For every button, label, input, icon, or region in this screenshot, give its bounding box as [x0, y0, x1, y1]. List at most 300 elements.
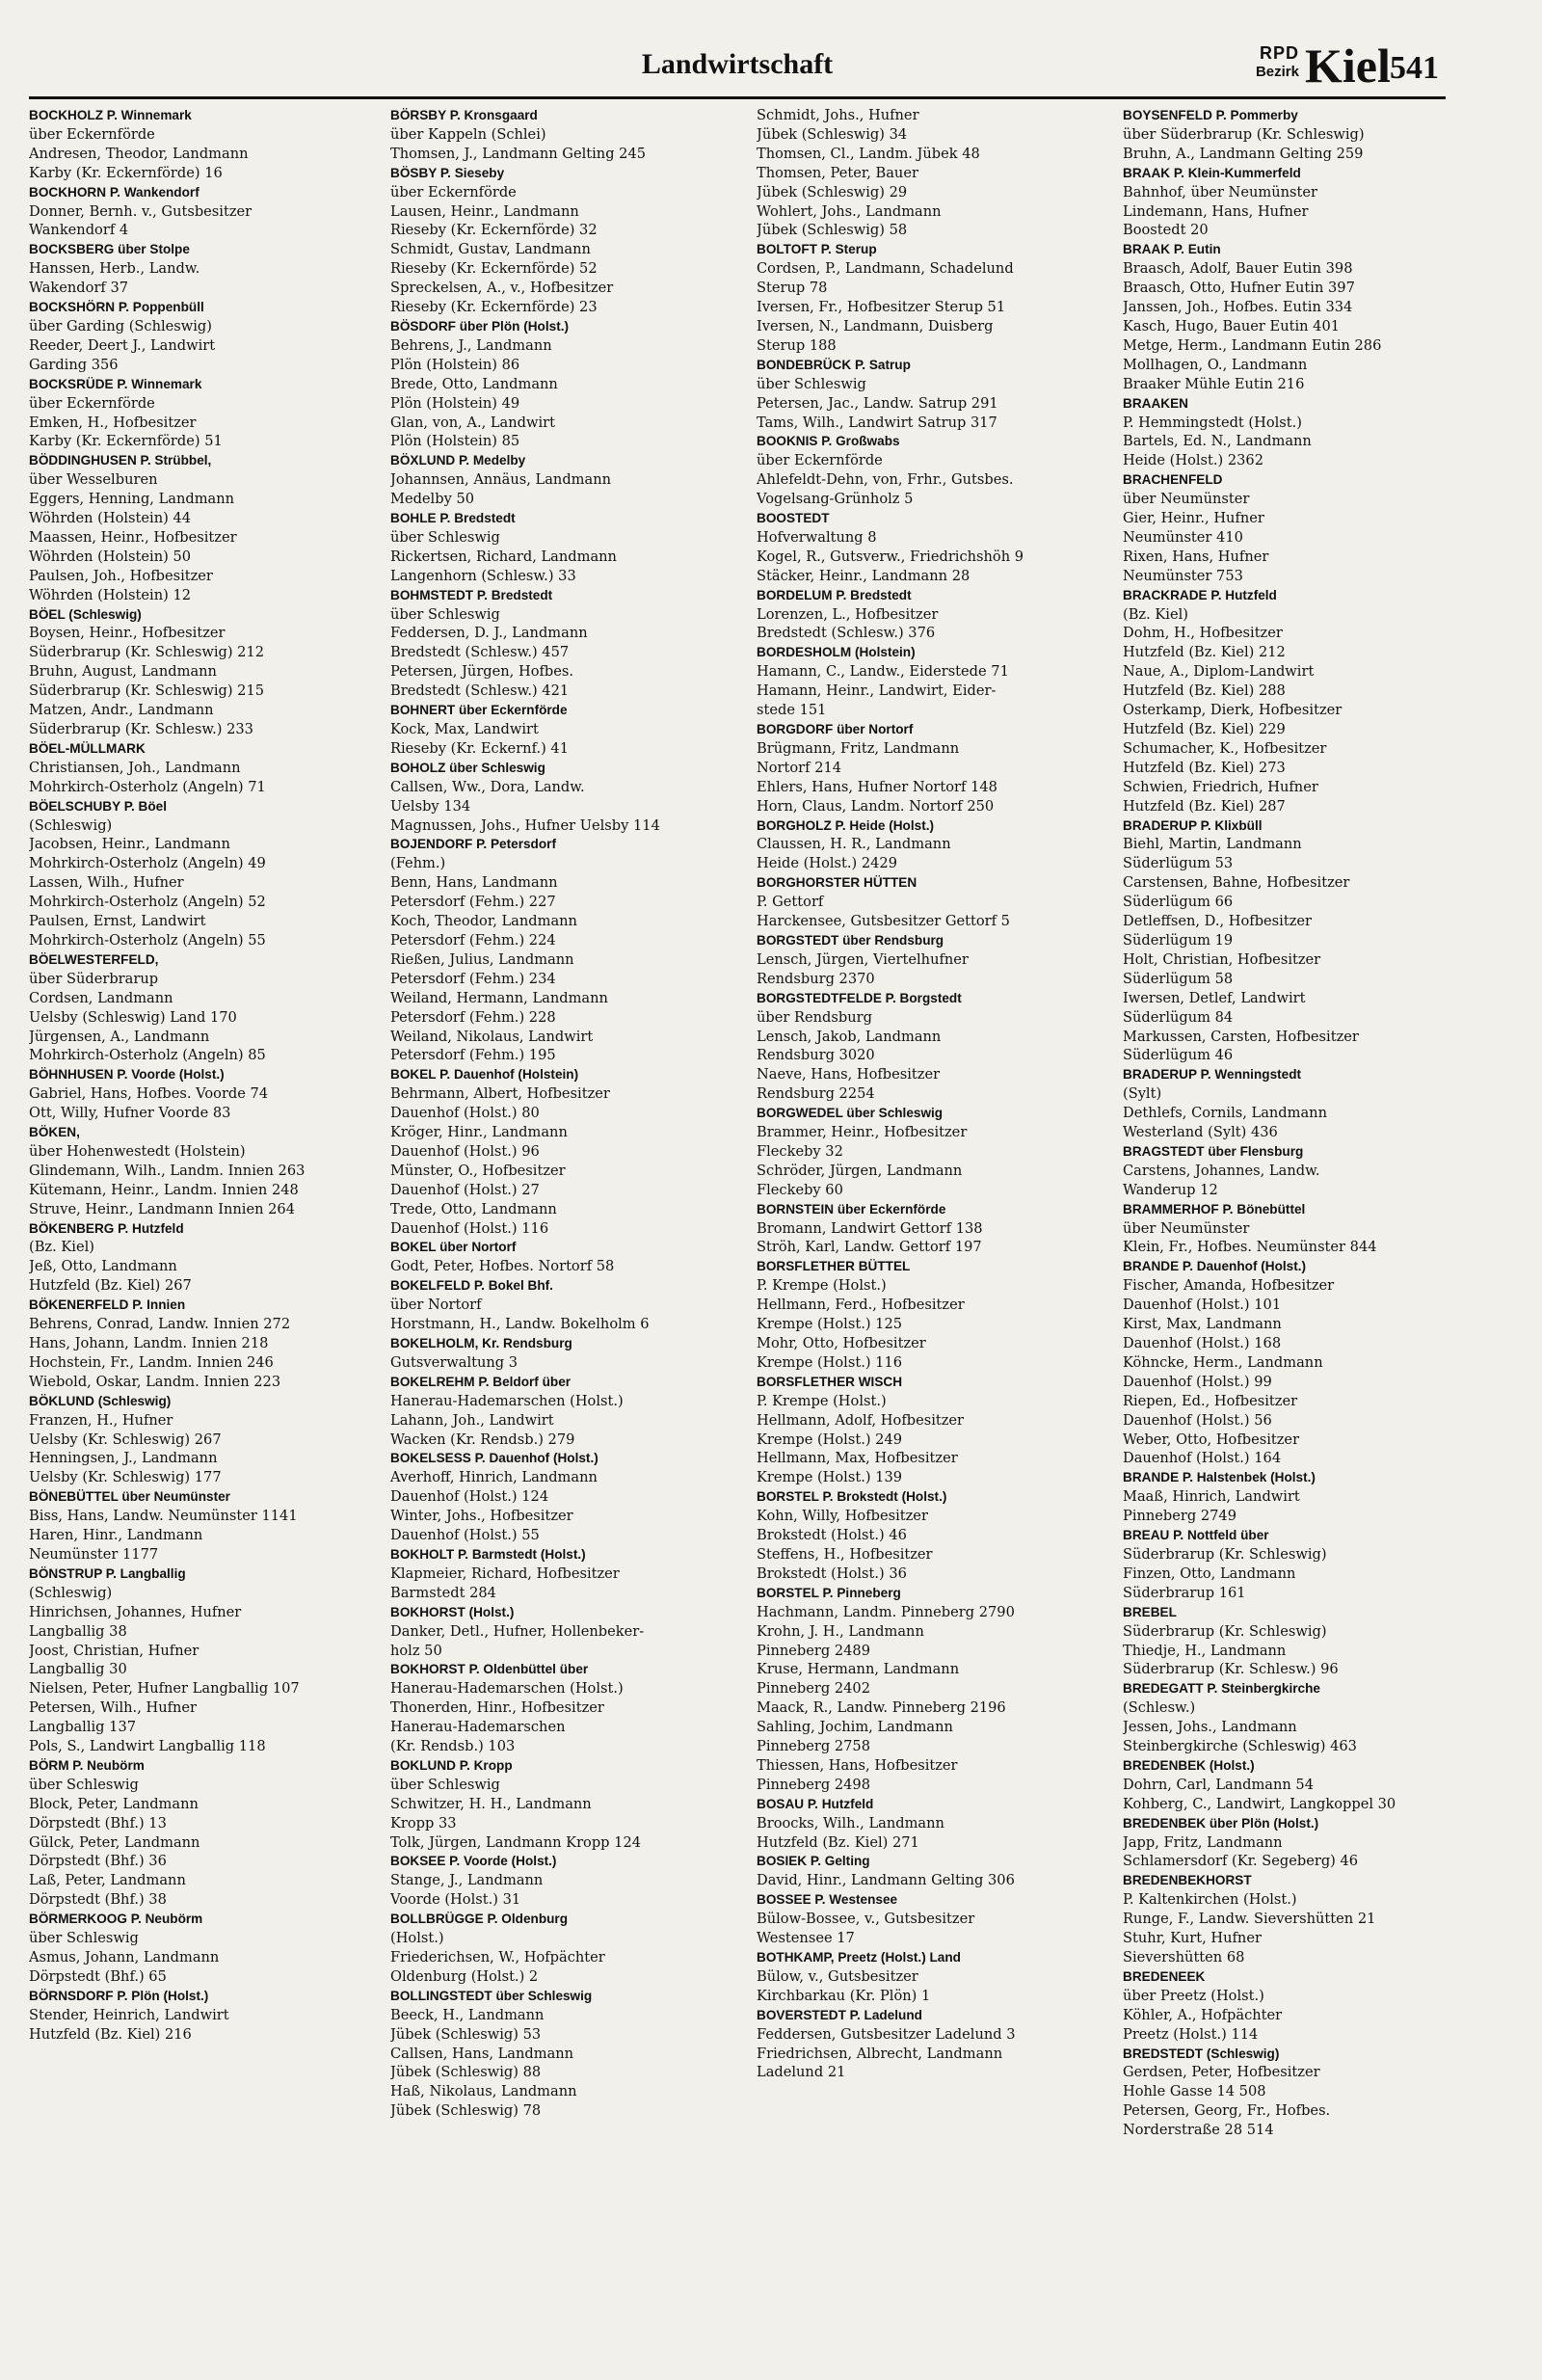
- place-heading: BORGWEDEL über Schleswig: [757, 1106, 944, 1121]
- entry-line: Braasch, Adolf, Bauer Eutin 398: [1123, 260, 1353, 278]
- entry-line: Dauenhof (Holst.) 56: [1123, 1411, 1272, 1429]
- entry-line: Brammer, Heinr., Hofbesitzer: [757, 1124, 968, 1141]
- entry-line: holz 50: [390, 1642, 442, 1659]
- place-heading: BREDENBEK (Holst.): [1123, 1757, 1255, 1773]
- entry-line: Stäcker, Heinr., Landmann 28: [757, 567, 970, 584]
- entry-line: Hutzfeld (Bz. Kiel) 212: [1123, 644, 1286, 661]
- entry-line: Gutsverwaltung 3: [390, 1353, 518, 1371]
- entry-line: Klapmeier, Richard, Hofbesitzer: [390, 1564, 620, 1582]
- entry-line: über Schleswig: [29, 1776, 139, 1793]
- entry-line: Godt, Peter, Hofbes. Nortorf 58: [390, 1258, 615, 1275]
- entry-line: Jübek (Schleswig) 78: [390, 2102, 542, 2120]
- entry-line: Gülck, Peter, Landmann: [29, 1833, 200, 1851]
- column-3: [757, 106, 1105, 2362]
- entry-line: Kütemann, Heinr., Landm. Innien 248: [29, 1181, 299, 1198]
- page-header: [29, 39, 1446, 96]
- place-heading: BÖKEN,: [29, 1125, 80, 1140]
- entry-line: Süderlügum 66: [1123, 894, 1234, 911]
- entry-line: Rieseby (Kr. Eckernförde) 52: [390, 260, 598, 278]
- entry-line: Dörpstedt (Bhf.) 13: [29, 1814, 167, 1832]
- entry-line: über Schleswig: [390, 528, 500, 546]
- entry-line: Brokstedt (Holst.) 36: [757, 1564, 907, 1582]
- entry-line: Wiebold, Oskar, Landm. Innien 223: [29, 1373, 281, 1390]
- bezirk-label: Bezirk: [1255, 64, 1299, 80]
- entry-line: Lorenzen, L., Hofbesitzer: [757, 605, 939, 623]
- entry-line: Behrens, J., Landmann: [390, 336, 552, 354]
- entry-line: Brügmann, Fritz, Landmann: [757, 739, 960, 757]
- entry-line: über Nortorf: [390, 1297, 482, 1314]
- place-heading: BOHLE P. Bredstedt: [390, 511, 516, 526]
- entry-line: Maack, R., Landw. Pinneberg 2196: [757, 1699, 1006, 1717]
- entry-line: Thiessen, Hans, Hofbesitzer: [757, 1756, 958, 1774]
- place-heading: BRAAKEN: [1123, 395, 1188, 411]
- entry-line: Lahann, Joh., Landwirt: [390, 1411, 554, 1429]
- place-heading: BORDELUM P. Bredstedt: [757, 587, 912, 602]
- place-heading: BOHNERT über Eckernförde: [390, 703, 568, 718]
- entry-line: Oldenburg (Holst.) 2: [390, 1967, 539, 1985]
- place-heading: BRAAK P. Eutin: [1123, 242, 1221, 257]
- entry-line: Kasch, Hugo, Bauer Eutin 401: [1123, 317, 1341, 334]
- place-heading: BRAGSTEDT über Flensburg: [1123, 1143, 1304, 1159]
- entry-line: über Süderbrarup: [29, 970, 159, 987]
- entry-line: Langballig 30: [29, 1661, 127, 1678]
- entry-line: Medelby 50: [390, 491, 475, 508]
- place-heading: BOSAU P. Hutzfeld: [757, 1796, 874, 1811]
- place-heading: BÖRMERKOOG P. Neubörm: [29, 1912, 203, 1927]
- entry-line: Pols, S., Landwirt Langballig 118: [29, 1738, 266, 1755]
- entry-line: P. Kaltenkirchen (Holst.): [1123, 1891, 1297, 1909]
- entry-line: über Schleswig: [29, 1930, 139, 1947]
- place-heading: BONDEBRÜCK P. Satrup: [757, 357, 911, 372]
- entry-line: Japp, Fritz, Landmann: [1123, 1833, 1283, 1851]
- entry-line: Hamann, Heinr., Landwirt, Eider-: [757, 682, 997, 700]
- entry-line: Danker, Detl., Hufner, Hollenbeker-: [390, 1622, 645, 1640]
- entry-line: Hamann, C., Landw., Eiderstede 71: [757, 663, 1009, 681]
- entry-line: Preetz (Holst.) 114: [1123, 2025, 1259, 2043]
- entry-line: über Eckernförde: [29, 394, 155, 412]
- entry-line: Benn, Hans, Landmann: [390, 874, 558, 892]
- entry-line: Spreckelsen, A., v., Hofbesitzer: [390, 280, 614, 297]
- entry-line: Dörpstedt (Bhf.) 36: [29, 1853, 167, 1870]
- place-heading: BOOSTEDT: [757, 511, 830, 526]
- entry-line: über Schleswig: [390, 1776, 500, 1793]
- entry-line: Dauenhof (Holst.) 55: [390, 1527, 540, 1544]
- entry-line: Jeß, Otto, Landmann: [29, 1258, 177, 1275]
- place-heading: BÖRM P. Neubörm: [29, 1757, 145, 1773]
- entry-line: Petersdorf (Fehm.) 227: [390, 894, 556, 911]
- entry-line: Pinneberg 2498: [757, 1776, 870, 1793]
- place-heading: BRADERUP P. Wenningstedt: [1123, 1067, 1302, 1083]
- place-heading: BOKELFELD P. Bokel Bhf.: [390, 1278, 553, 1294]
- entry-line: Langballig 38: [29, 1622, 127, 1640]
- entry-line: Hanerau-Hademarschen (Holst.): [390, 1680, 624, 1698]
- entry-line: Süderlügum 84: [1123, 1008, 1234, 1026]
- entry-line: (Bz. Kiel): [29, 1239, 94, 1256]
- entry-line: Hinrichsen, Johannes, Hufner: [29, 1603, 242, 1620]
- entry-line: Dörpstedt (Bhf.) 65: [29, 1967, 167, 1985]
- entry-line: Neumünster 1177: [29, 1545, 159, 1563]
- entry-line: Kogel, R., Gutsverw., Friedrichshöh 9: [757, 548, 1024, 565]
- entry-line: Bruhn, August, Landmann: [29, 663, 217, 681]
- entry-line: Lausen, Heinr., Landmann: [390, 202, 579, 220]
- entry-line: Hellmann, Ferd., Hofbesitzer: [757, 1297, 965, 1314]
- entry-line: Rendsburg 2370: [757, 970, 875, 987]
- entry-line: P. Hemmingstedt (Holst.): [1123, 414, 1302, 431]
- place-heading: BÖSDORF über Plön (Holst.): [390, 318, 570, 334]
- entry-line: Sterup 188: [757, 336, 837, 354]
- entry-line: Fleckeby 32: [757, 1142, 843, 1160]
- entry-line: Ströh, Karl, Landw. Gettorf 197: [757, 1239, 982, 1256]
- place-heading: BORGHORSTER HÜTTEN: [757, 875, 917, 891]
- entry-line: Dauenhof (Holst.) 168: [1123, 1335, 1282, 1351]
- place-heading: BOYSENFELD P. Pommerby: [1123, 108, 1298, 122]
- place-heading: BORGSTEDT über Rendsburg: [757, 932, 944, 948]
- entry-line: Voorde (Holst.) 31: [390, 1891, 521, 1909]
- entry-line: Pinneberg 2758: [757, 1738, 870, 1755]
- entry-line: Süderbrarup (Kr. Schleswig) 212: [29, 644, 265, 661]
- entry-line: Kock, Max, Landwirt: [390, 721, 539, 737]
- entry-line: Lensch, Jakob, Landmann: [757, 1028, 942, 1045]
- entry-line: Nielsen, Peter, Hufner Langballig 107: [29, 1680, 300, 1698]
- entry-line: Stender, Heinrich, Landwirt: [29, 2006, 229, 2023]
- entry-line: Maassen, Heinr., Hofbesitzer: [29, 528, 237, 546]
- place-heading: BÖEL (Schleswig): [29, 606, 142, 622]
- entry-line: Uelsby 134: [390, 797, 471, 815]
- entry-line: Plön (Holstein) 86: [390, 356, 520, 373]
- entry-line: Henningsen, J., Landmann: [29, 1450, 218, 1467]
- entry-line: Tolk, Jürgen, Landmann Kropp 124: [390, 1833, 642, 1851]
- entry-line: Winter, Johs., Hofbesitzer: [390, 1508, 573, 1525]
- entry-line: (Fehm.): [390, 855, 446, 872]
- entry-line: Petersdorf (Fehm.) 195: [390, 1047, 556, 1064]
- entry-line: Rieseby (Kr. Eckernf.) 41: [390, 739, 569, 757]
- entry-line: Ehlers, Hans, Hufner Nortorf 148: [757, 778, 997, 795]
- entry-line: Iversen, N., Landmann, Duisberg: [757, 317, 994, 334]
- entry-line: Mohrkirch-Osterholz (Angeln) 52: [29, 894, 266, 911]
- place-heading: BOLLINGSTEDT über Schleswig: [390, 1988, 593, 2003]
- entry-line: Köhncke, Herm., Landmann: [1123, 1353, 1323, 1371]
- entry-line: Süderbrarup 161: [1123, 1584, 1246, 1601]
- entry-line: Dauenhof (Holst.) 99: [1123, 1373, 1272, 1390]
- place-heading: BORSTEL P. Brokstedt (Holst.): [757, 1489, 947, 1505]
- entry-line: Petersdorf (Fehm.) 228: [390, 1008, 556, 1026]
- entry-line: Süderlügum 58: [1123, 970, 1234, 987]
- place-heading: BOKLUND P. Kropp: [390, 1757, 513, 1773]
- entry-line: Iwersen, Detlef, Landwirt: [1123, 989, 1306, 1006]
- entry-line: Krempe (Holst.) 116: [757, 1353, 903, 1371]
- entry-line: Dauenhof (Holst.) 164: [1123, 1450, 1282, 1467]
- entry-line: Reeder, Deert J., Landwirt: [29, 336, 216, 354]
- entry-line: (Bz. Kiel): [1123, 605, 1188, 623]
- entry-line: Wankendorf 4: [29, 222, 129, 239]
- place-heading: BORSTEL P. Pinneberg: [757, 1585, 901, 1600]
- place-heading: BRAMMERHOF P. Bönebüttel: [1123, 1201, 1306, 1217]
- entry-line: Trede, Otto, Landmann: [390, 1200, 557, 1217]
- entry-line: Thiedje, H., Landmann: [1123, 1642, 1287, 1659]
- entry-line: Uelsby (Kr. Schleswig) 177: [29, 1469, 222, 1486]
- entry-line: Braasch, Otto, Hufner Eutin 397: [1123, 280, 1355, 297]
- entry-line: Schwitzer, H. H., Landmann: [390, 1795, 592, 1812]
- entry-line: Dauenhof (Holst.) 116: [390, 1219, 549, 1237]
- entry-line: Thonerden, Hinr., Hofbesitzer: [390, 1699, 604, 1717]
- entry-line: Weiland, Hermann, Landmann: [390, 989, 608, 1006]
- entry-line: P. Gettorf: [757, 894, 824, 911]
- entry-line: Schmidt, Gustav, Landmann: [390, 241, 591, 258]
- entry-line: Ott, Willy, Hufner Voorde 83: [29, 1105, 231, 1122]
- entry-line: Hutzfeld (Bz. Kiel) 267: [29, 1277, 192, 1295]
- entry-line: Plön (Holstein) 85: [390, 433, 520, 450]
- entry-line: Langenhorn (Schlesw.) 33: [390, 567, 576, 584]
- entry-line: Dauenhof (Holst.) 101: [1123, 1297, 1282, 1314]
- entry-line: über Eckernförde: [29, 125, 155, 143]
- entry-line: Bredstedt (Schlesw.) 421: [390, 682, 570, 700]
- entry-line: Cordsen, Landmann: [29, 989, 173, 1006]
- entry-line: Plön (Holstein) 49: [390, 394, 520, 412]
- entry-line: Wöhrden (Holstein) 12: [29, 586, 192, 603]
- entry-line: Pinneberg 2402: [757, 1680, 870, 1698]
- place-heading: BOSSEE P. Westensee: [757, 1892, 898, 1908]
- entry-line: Hofverwaltung 8: [757, 528, 877, 546]
- entry-line: Hanerau-Hademarschen (Holst.): [390, 1392, 624, 1409]
- place-heading: BÖNEBÜTTEL über Neumünster: [29, 1489, 230, 1505]
- entry-line: Asmus, Johann, Landmann: [29, 1949, 220, 1966]
- city-name: Kiel: [1305, 39, 1391, 93]
- place-heading: BÖKENBERG P. Hutzfeld: [29, 1220, 184, 1236]
- entry-line: Feddersen, D. J., Landmann: [390, 625, 588, 642]
- entry-line: über Preetz (Holst.): [1123, 1987, 1264, 2004]
- entry-line: Neumünster 410: [1123, 528, 1243, 546]
- entry-line: (Schleswig): [29, 816, 113, 834]
- header-rule: [29, 96, 1446, 99]
- entry-line: Biss, Hans, Landw. Neumünster 1141: [29, 1508, 298, 1525]
- entry-line: Sahling, Jochim, Landmann: [757, 1719, 953, 1736]
- place-heading: BREDSTEDT (Schleswig): [1123, 2046, 1280, 2061]
- entry-line: Pinneberg 2489: [757, 1642, 870, 1659]
- entry-line: Donner, Bernh. v., Gutsbesitzer: [29, 202, 253, 220]
- entry-line: Carstensen, Bahne, Hofbesitzer: [1123, 874, 1350, 892]
- entry-line: Karby (Kr. Eckernförde) 16: [29, 164, 223, 181]
- entry-line: Hellmann, Max, Hofbesitzer: [757, 1450, 958, 1467]
- entry-line: Wöhrden (Holstein) 44: [29, 510, 192, 527]
- place-heading: BRADERUP P. Klixbüll: [1123, 817, 1263, 833]
- place-heading: BÖNSTRUP P. Langballig: [29, 1565, 186, 1581]
- entry-line: Kropp 33: [390, 1814, 457, 1832]
- entry-line: Klein, Fr., Hofbes. Neumünster 844: [1123, 1239, 1377, 1256]
- place-heading: BÖSBY P. Sieseby: [390, 165, 505, 180]
- entry-line: Steinbergkirche (Schleswig) 463: [1123, 1738, 1357, 1755]
- entry-line: Karby (Kr. Eckernförde) 51: [29, 433, 223, 450]
- entry-line: Kirst, Max, Landmann: [1123, 1316, 1282, 1333]
- entry-line: Ladelund 21: [757, 2064, 846, 2081]
- entry-line: Kröger, Hinr., Landmann: [390, 1124, 568, 1141]
- entry-line: Sievershütten 68: [1123, 1949, 1245, 1966]
- entry-line: Callsen, Ww., Dora, Landw.: [390, 778, 585, 795]
- entry-line: Friederichsen, W., Hofpächter: [390, 1949, 605, 1966]
- entry-line: Krempe (Holst.) 139: [757, 1469, 903, 1486]
- place-heading: BORGSTEDTFELDE P. Borgstedt: [757, 990, 962, 1005]
- place-heading: BOKELHOLM, Kr. Rendsburg: [390, 1336, 572, 1350]
- place-heading: BREDENEEK: [1123, 1968, 1206, 1984]
- entry-line: Biehl, Martin, Landmann: [1123, 836, 1302, 853]
- place-heading: BORNSTEIN über Eckernförde: [757, 1201, 946, 1217]
- entry-line: Rieseby (Kr. Eckernförde) 23: [390, 299, 598, 316]
- entry-line: Hohle Gasse 14 508: [1123, 2083, 1266, 2100]
- entry-line: Mohrkirch-Osterholz (Angeln) 85: [29, 1047, 266, 1064]
- entry-line: Stange, J., Landmann: [390, 1872, 544, 1889]
- place-heading: BOSIEK P. Gelting: [757, 1854, 870, 1869]
- entry-line: Mohr, Otto, Hofbesitzer: [757, 1335, 926, 1351]
- column-2: [390, 106, 739, 2362]
- entry-line: Hutzfeld (Bz. Kiel) 271: [757, 1833, 919, 1851]
- place-heading: BOLLBRÜGGE P. Oldenburg: [390, 1912, 569, 1927]
- entry-line: Schwien, Friedrich, Hufner: [1123, 778, 1318, 795]
- entry-line: Mohrkirch-Osterholz (Angeln) 55: [29, 931, 266, 949]
- entry-line: Gerdsen, Peter, Hofbesitzer: [1123, 2064, 1320, 2081]
- entry-line: Dauenhof (Holst.) 27: [390, 1181, 540, 1198]
- entry-line: Süderlügum 53: [1123, 855, 1234, 872]
- entry-line: Jübek (Schleswig) 58: [757, 222, 908, 239]
- entry-line: Schmidt, Johs., Hufner: [757, 107, 919, 123]
- place-heading: BOKELSESS P. Dauenhof (Holst.): [390, 1451, 598, 1466]
- entry-line: Feddersen, Gutsbesitzer Ladelund 3: [757, 2025, 1016, 2043]
- entry-line: Westensee 17: [757, 1930, 855, 1947]
- entry-line: Hans, Johann, Landm. Innien 218: [29, 1335, 269, 1351]
- entry-line: Petersdorf (Fehm.) 224: [390, 931, 556, 949]
- entry-line: Schröder, Jürgen, Landmann: [757, 1162, 963, 1179]
- entry-line: über Rendsburg: [757, 1008, 872, 1026]
- column-1: [29, 106, 378, 2362]
- entry-line: Haren, Hinr., Landmann: [29, 1527, 203, 1544]
- place-heading: BOKSEE P. Voorde (Holst.): [390, 1854, 557, 1869]
- entry-line: Rendsburg 2254: [757, 1085, 875, 1103]
- entry-line: über Neumünster: [1123, 491, 1250, 508]
- entry-line: Süderbrarup (Kr. Schleswig): [1123, 1545, 1327, 1563]
- place-heading: BÖRNSDORF P. Plön (Holst.): [29, 1988, 209, 2003]
- entry-line: über Schleswig: [390, 605, 500, 623]
- entry-line: Rendsburg 3020: [757, 1047, 875, 1064]
- place-heading: BOKHOLT P. Barmstedt (Holst.): [390, 1546, 586, 1562]
- entry-line: Kirchbarkau (Kr. Plön) 1: [757, 1987, 931, 2004]
- entry-line: stede 151: [757, 702, 827, 719]
- entry-line: Jübek (Schleswig) 34: [757, 125, 908, 143]
- entry-line: Metge, Herm., Landmann Eutin 286: [1123, 336, 1382, 354]
- entry-line: (Sylt): [1123, 1085, 1162, 1103]
- entry-line: Dauenhof (Holst.) 96: [390, 1142, 540, 1160]
- entry-line: Mohrkirch-Osterholz (Angeln) 71: [29, 778, 266, 795]
- entry-line: Haß, Nikolaus, Landmann: [390, 2083, 577, 2100]
- entry-line: Naue, A., Diplom-Landwirt: [1123, 663, 1315, 681]
- entry-line: Süderbrarup (Kr. Schleswig): [1123, 1622, 1327, 1640]
- place-heading: BRACKRADE P. Hutzfeld: [1123, 587, 1277, 602]
- entry-line: (Holst.): [390, 1930, 444, 1947]
- entry-line: Jacobsen, Heinr., Landmann: [29, 836, 230, 853]
- place-heading: BRAAK P. Klein-Kummerfeld: [1123, 165, 1301, 180]
- entry-line: Fischer, Amanda, Hofbesitzer: [1123, 1277, 1335, 1295]
- entry-line: Jübek (Schleswig) 53: [390, 2025, 542, 2043]
- entry-line: Bredstedt (Schlesw.) 457: [390, 644, 570, 661]
- entry-line: Dethlefs, Cornils, Landmann: [1123, 1105, 1327, 1122]
- place-heading: BOTHKAMP, Preetz (Holst.) Land: [757, 1950, 961, 1965]
- entry-line: Kruse, Hermann, Landmann: [757, 1661, 960, 1678]
- entry-line: Schlamersdorf (Kr. Segeberg) 46: [1123, 1853, 1359, 1870]
- place-heading: BOCKHOLZ P. Winnemark: [29, 108, 192, 122]
- entry-line: Magnussen, Johs., Hufner Uelsby 114: [390, 816, 660, 834]
- entry-line: Bartels, Ed. N., Landmann: [1123, 433, 1312, 450]
- entry-line: über Eckernförde: [390, 183, 517, 201]
- entry-line: Christiansen, Joh., Landmann: [29, 759, 241, 776]
- entry-line: Hutzfeld (Bz. Kiel) 288: [1123, 682, 1286, 700]
- place-heading: BÖEL-MÜLLMARK: [29, 740, 146, 756]
- entry-line: Brede, Otto, Landmann: [390, 375, 558, 392]
- entry-line: Heide (Holst.) 2429: [757, 855, 897, 872]
- entry-line: Wakendorf 37: [29, 280, 129, 297]
- entry-line: Kohn, Willy, Hofbesitzer: [757, 1508, 928, 1525]
- entry-line: Horstmann, H., Landw. Bokelholm 6: [390, 1316, 650, 1333]
- entry-line: Neumünster 753: [1123, 567, 1243, 584]
- entry-line: Tams, Wilh., Landwirt Satrup 317: [757, 414, 997, 431]
- entry-line: Langballig 137: [29, 1719, 137, 1736]
- entry-line: Matzen, Andr., Landmann: [29, 702, 214, 719]
- place-heading: BOLTOFT P. Sterup: [757, 242, 877, 257]
- place-heading: BÖDDINGHUSEN P. Strübbel,: [29, 453, 212, 468]
- entry-line: Braaker Mühle Eutin 216: [1123, 375, 1305, 392]
- entry-line: Callsen, Hans, Landmann: [390, 2045, 574, 2062]
- place-heading: BOHOLZ über Schleswig: [390, 760, 545, 775]
- entry-line: Krohn, J. H., Landmann: [757, 1622, 924, 1640]
- entry-line: Garding 356: [29, 356, 119, 373]
- entry-line: Jürgensen, A., Landmann: [29, 1028, 210, 1045]
- entry-line: über Schleswig: [757, 375, 866, 392]
- place-heading: BOVERSTEDT P. Ladelund: [757, 2007, 922, 2022]
- entry-line: Wanderup 12: [1123, 1181, 1218, 1198]
- place-heading: BOOKNIS P. Großwabs: [757, 434, 900, 449]
- entry-line: Andresen, Theodor, Landmann: [29, 145, 249, 162]
- entry-line: Nortorf 214: [757, 759, 842, 776]
- place-heading: BOKHORST (Holst.): [390, 1604, 515, 1619]
- rpd-label: RPD: [1259, 43, 1299, 63]
- entry-line: Hutzfeld (Bz. Kiel) 216: [29, 2025, 192, 2043]
- place-heading: BOKHORST P. Oldenbüttel über: [390, 1662, 589, 1677]
- entry-line: Mohrkirch-Osterholz (Angeln) 49: [29, 855, 266, 872]
- entry-line: Hanssen, Herb., Landw.: [29, 260, 200, 278]
- entry-line: Harckensee, Gutsbesitzer Gettorf 5: [757, 913, 1010, 930]
- place-heading: BOKEL P. Dauenhof (Holstein): [390, 1067, 579, 1083]
- entry-line: Dauenhof (Holst.) 124: [390, 1488, 549, 1506]
- entry-line: Süderlügum 19: [1123, 931, 1234, 949]
- entry-line: Boysen, Heinr., Hofbesitzer: [29, 625, 226, 642]
- entry-line: Lindemann, Hans, Hufner: [1123, 202, 1309, 220]
- entry-line: Paulsen, Joh., Hofbesitzer: [29, 567, 213, 584]
- entry-line: Hutzfeld (Bz. Kiel) 273: [1123, 759, 1286, 776]
- entry-line: Hachmann, Landm. Pinneberg 2790: [757, 1603, 1015, 1620]
- place-heading: BREAU P. Nottfeld über: [1123, 1528, 1269, 1543]
- entry-line: Friedrichsen, Albrecht, Landmann: [757, 2045, 1003, 2062]
- entry-line: Mollhagen, O., Landmann: [1123, 356, 1308, 373]
- entry-line: Bromann, Landwirt Gettorf 138: [757, 1219, 983, 1237]
- entry-line: Sterup 78: [757, 280, 828, 297]
- entry-line: Jübek (Schleswig) 29: [757, 183, 908, 201]
- entry-line: Süderbrarup (Kr. Schleswig) 215: [29, 682, 265, 700]
- entry-line: über Eckernförde: [757, 452, 883, 469]
- place-heading: BÖELSCHUBY P. Böel: [29, 798, 168, 814]
- entry-line: Süderlügum 46: [1123, 1047, 1234, 1064]
- entry-line: Markussen, Carsten, Hofbesitzer: [1123, 1028, 1359, 1045]
- entry-line: Ahlefeldt-Dehn, von, Frhr., Gutsbes.: [757, 471, 1014, 489]
- entry-line: Hanerau-Hademarschen: [390, 1719, 566, 1736]
- entry-line: Gier, Heinr., Hufner: [1123, 510, 1264, 527]
- entry-line: Lassen, Wilh., Hufner: [29, 874, 184, 892]
- entry-line: Rieseby (Kr. Eckernförde) 32: [390, 222, 598, 239]
